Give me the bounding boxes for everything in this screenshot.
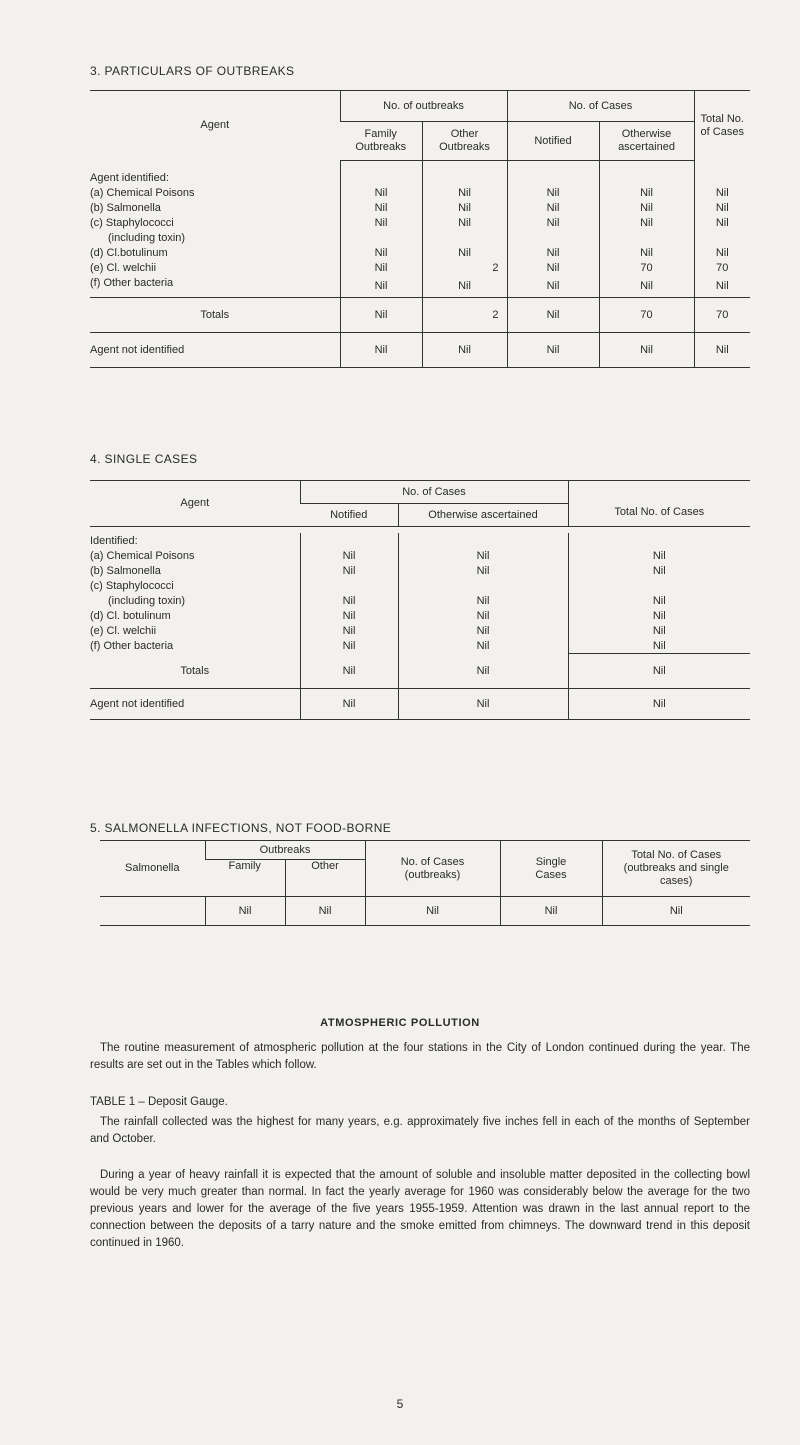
- cell-cases-outbreaks: Nil: [365, 897, 500, 926]
- cell-notified: Nil: [300, 689, 398, 720]
- cell-otherwise: Nil: [398, 638, 568, 654]
- cell-notified: Nil: [300, 654, 398, 689]
- col-outbreaks-header: No. of outbreaks: [340, 91, 507, 122]
- cell-total: Nil: [694, 332, 750, 367]
- row-agent-continued: (including toxin): [108, 594, 186, 607]
- row-agent: (f) Other bacteria: [90, 639, 174, 652]
- cell-total: 70: [694, 297, 750, 332]
- cell-otherwise: 70: [599, 297, 694, 332]
- col-salmonella-header: Salmonella: [125, 862, 180, 874]
- cell-family: Nil: [340, 261, 422, 276]
- cell-other: 2: [422, 297, 507, 332]
- section4-title: 4. SINGLE CASES: [90, 452, 198, 466]
- cell-notified: Nil: [300, 548, 398, 563]
- table-row: [90, 623, 750, 638]
- cell-family: Nil: [340, 297, 422, 332]
- cell-otherwise: Nil: [398, 593, 568, 608]
- cell-total: Nil: [694, 246, 750, 261]
- cell-other: Nil: [422, 201, 507, 216]
- cell-other: Nil: [422, 332, 507, 367]
- cell-family: Nil: [340, 246, 422, 261]
- cell-otherwise: Nil: [398, 608, 568, 623]
- cell-otherwise: Nil: [599, 332, 694, 367]
- col-other-header: Other Outbreaks: [422, 122, 507, 161]
- col-other-header: Other: [285, 860, 365, 897]
- cell-otherwise: Nil: [599, 201, 694, 216]
- col-cases-header: No. of Cases: [507, 91, 694, 122]
- section3-title: 3. PARTICULARS OF OUTBREAKS: [90, 64, 295, 78]
- row-agent: (d) Cl. botulinum: [90, 609, 171, 622]
- table-row: [90, 563, 750, 578]
- cell-single: Nil: [500, 897, 602, 926]
- cell-total: Nil: [694, 201, 750, 216]
- cell-total: 70: [694, 261, 750, 276]
- cell-total: Nil: [568, 623, 750, 638]
- cell-other: Nil: [422, 246, 507, 261]
- row-agent: (c) Staphylococci: [90, 579, 174, 592]
- cell-other: Nil: [422, 186, 507, 201]
- not-identified-label: Agent not identified: [90, 343, 185, 356]
- col-agent-header: Agent: [180, 497, 210, 509]
- cell-total: Nil: [568, 548, 750, 563]
- col-total-header: Total No. of Cases: [568, 481, 750, 527]
- cell-family: Nil: [340, 276, 422, 298]
- cell-other: 2: [422, 261, 507, 276]
- table-row: [90, 216, 750, 231]
- col-notified-header: Notified: [507, 122, 599, 161]
- col-family-header: Family: [228, 860, 261, 872]
- cell-family: Nil: [205, 897, 285, 926]
- cell-otherwise: Nil: [599, 276, 694, 298]
- cell-notified: Nil: [507, 216, 599, 231]
- row-agent: (e) Cl. welchii: [90, 262, 157, 274]
- row-agent: (b) Salmonella: [90, 202, 161, 214]
- table-1-label: TABLE 1 – Deposit Gauge.: [90, 1096, 228, 1108]
- cell-family: Nil: [340, 216, 422, 231]
- cell-total: Nil: [568, 563, 750, 578]
- cell-notified: Nil: [507, 332, 599, 367]
- salmonella-table: [100, 840, 750, 926]
- cell-total: Nil: [694, 216, 750, 231]
- col-cases-header: No. of Cases: [300, 481, 568, 504]
- col-notified-header: Notified: [330, 508, 368, 521]
- cell-notified: Nil: [300, 638, 398, 654]
- cell-notified: Nil: [300, 623, 398, 638]
- cell-other: Nil: [422, 216, 507, 231]
- pollution-paragraph-3: During a year of heavy rainfall it is expected that the amount of soluble and insoluble matter deposited in the collecting bowl would be very much greater than normal. In fact the yearly average for 1960 was considerably below the average for the two previous years and lower for the average of the five years 1955-1959. Attention was drawn in the last annual report to the connection between the deposits of a tarry nature and the smoke emitted from chimneys. The downward trend in this deposit continued in 1960.: [90, 1169, 750, 1249]
- row-agent: (b) Salmonella: [90, 564, 161, 577]
- table-row: [90, 638, 750, 654]
- outbreaks-table: [90, 90, 750, 368]
- table-row: [90, 186, 750, 201]
- cell-otherwise: Nil: [398, 689, 568, 720]
- cell-total: Nil: [568, 689, 750, 720]
- col-otherwise-header: Otherwise ascertained: [599, 122, 694, 161]
- identified-label: Agent identified:: [90, 172, 169, 184]
- col-total-header: Total No. of Cases (outbreaks and single cases): [602, 841, 750, 897]
- pollution-paragraph-1: The routine measurement of atmospheric pollution at the four stations in the City of London continued during the year. The results are set out in the Tables which follow.: [90, 1042, 750, 1071]
- cell-total: Nil: [568, 593, 750, 608]
- cell-otherwise: Nil: [599, 186, 694, 201]
- totals-label: Totals: [90, 297, 340, 332]
- col-family-header: Family Outbreaks: [340, 122, 422, 161]
- cell-total: Nil: [568, 608, 750, 623]
- cell-notified: Nil: [507, 261, 599, 276]
- cell-other: Nil: [285, 897, 365, 926]
- totals-row: [90, 297, 750, 332]
- cell-notified: Nil: [507, 246, 599, 261]
- cell-total: Nil: [568, 654, 750, 689]
- cell-otherwise: Nil: [599, 216, 694, 231]
- row-agent: (a) Chemical Poisons: [90, 187, 195, 199]
- table-row: [90, 578, 750, 593]
- page-number: 5: [396, 1397, 404, 1411]
- col-otherwise-header: Otherwise ascertained: [398, 504, 568, 527]
- cell-notified: Nil: [300, 593, 398, 608]
- table-row: [90, 261, 750, 276]
- cell-family: Nil: [340, 186, 422, 201]
- cell-family: Nil: [340, 332, 422, 367]
- table-row: [90, 608, 750, 623]
- cell-otherwise: 70: [599, 261, 694, 276]
- col-total-header: Total No. of Cases: [694, 91, 750, 161]
- cell-notified: Nil: [300, 563, 398, 578]
- pollution-paragraph-2: The rainfall collected was the highest for many years, e.g. approximately five inches fell in each of the months of September and October.: [90, 1116, 750, 1145]
- cell-otherwise: Nil: [599, 246, 694, 261]
- cell-total: Nil: [602, 897, 750, 926]
- cell-total: Nil: [694, 186, 750, 201]
- col-outbreaks-header: Outbreaks: [205, 841, 365, 860]
- table-row: [90, 548, 750, 563]
- cell-other: Nil: [422, 276, 507, 298]
- cell-total: Nil: [568, 638, 750, 654]
- col-agent-header: Agent: [200, 119, 230, 132]
- col-cases-outbreaks-header: No. of Cases (outbreaks): [365, 841, 500, 897]
- table-row: [100, 897, 750, 926]
- cell-notified: Nil: [507, 276, 599, 298]
- section5-title: 5. SALMONELLA INFECTIONS, NOT FOOD-BORNE: [90, 821, 392, 835]
- cell-otherwise: Nil: [398, 654, 568, 689]
- row-agent-continued: (including toxin): [108, 232, 186, 244]
- identified-label: Identified:: [90, 534, 138, 547]
- cell-notified: Nil: [507, 186, 599, 201]
- row-agent: (f) Other bacteria: [90, 277, 174, 289]
- table-row: [90, 246, 750, 261]
- table-row: [90, 201, 750, 216]
- cell-otherwise: Nil: [398, 548, 568, 563]
- row-agent: (d) Cl.botulinum: [90, 247, 168, 259]
- row-agent: (e) Cl. welchii: [90, 624, 157, 637]
- not-identified-row: [90, 332, 750, 367]
- not-identified-label: Agent not identified: [90, 689, 300, 720]
- cell-notified: Nil: [300, 608, 398, 623]
- totals-row: [90, 654, 750, 689]
- totals-label: Totals: [180, 664, 210, 677]
- cell-total: Nil: [694, 276, 750, 298]
- single-cases-table: [90, 480, 750, 720]
- col-single-header: Single Cases: [500, 841, 602, 897]
- cell-salmonella: [100, 897, 205, 926]
- cell-otherwise: Nil: [398, 623, 568, 638]
- cell-otherwise: Nil: [398, 563, 568, 578]
- row-agent: (c) Staphylococci: [90, 217, 174, 229]
- row-agent: (a) Chemical Poisons: [90, 549, 195, 562]
- cell-notified: Nil: [507, 201, 599, 216]
- table-row: [90, 276, 750, 298]
- cell-notified: Nil: [507, 297, 599, 332]
- pollution-title: ATMOSPHERIC POLLUTION: [320, 1017, 480, 1029]
- not-identified-row: [90, 689, 750, 720]
- cell-family: Nil: [340, 201, 422, 216]
